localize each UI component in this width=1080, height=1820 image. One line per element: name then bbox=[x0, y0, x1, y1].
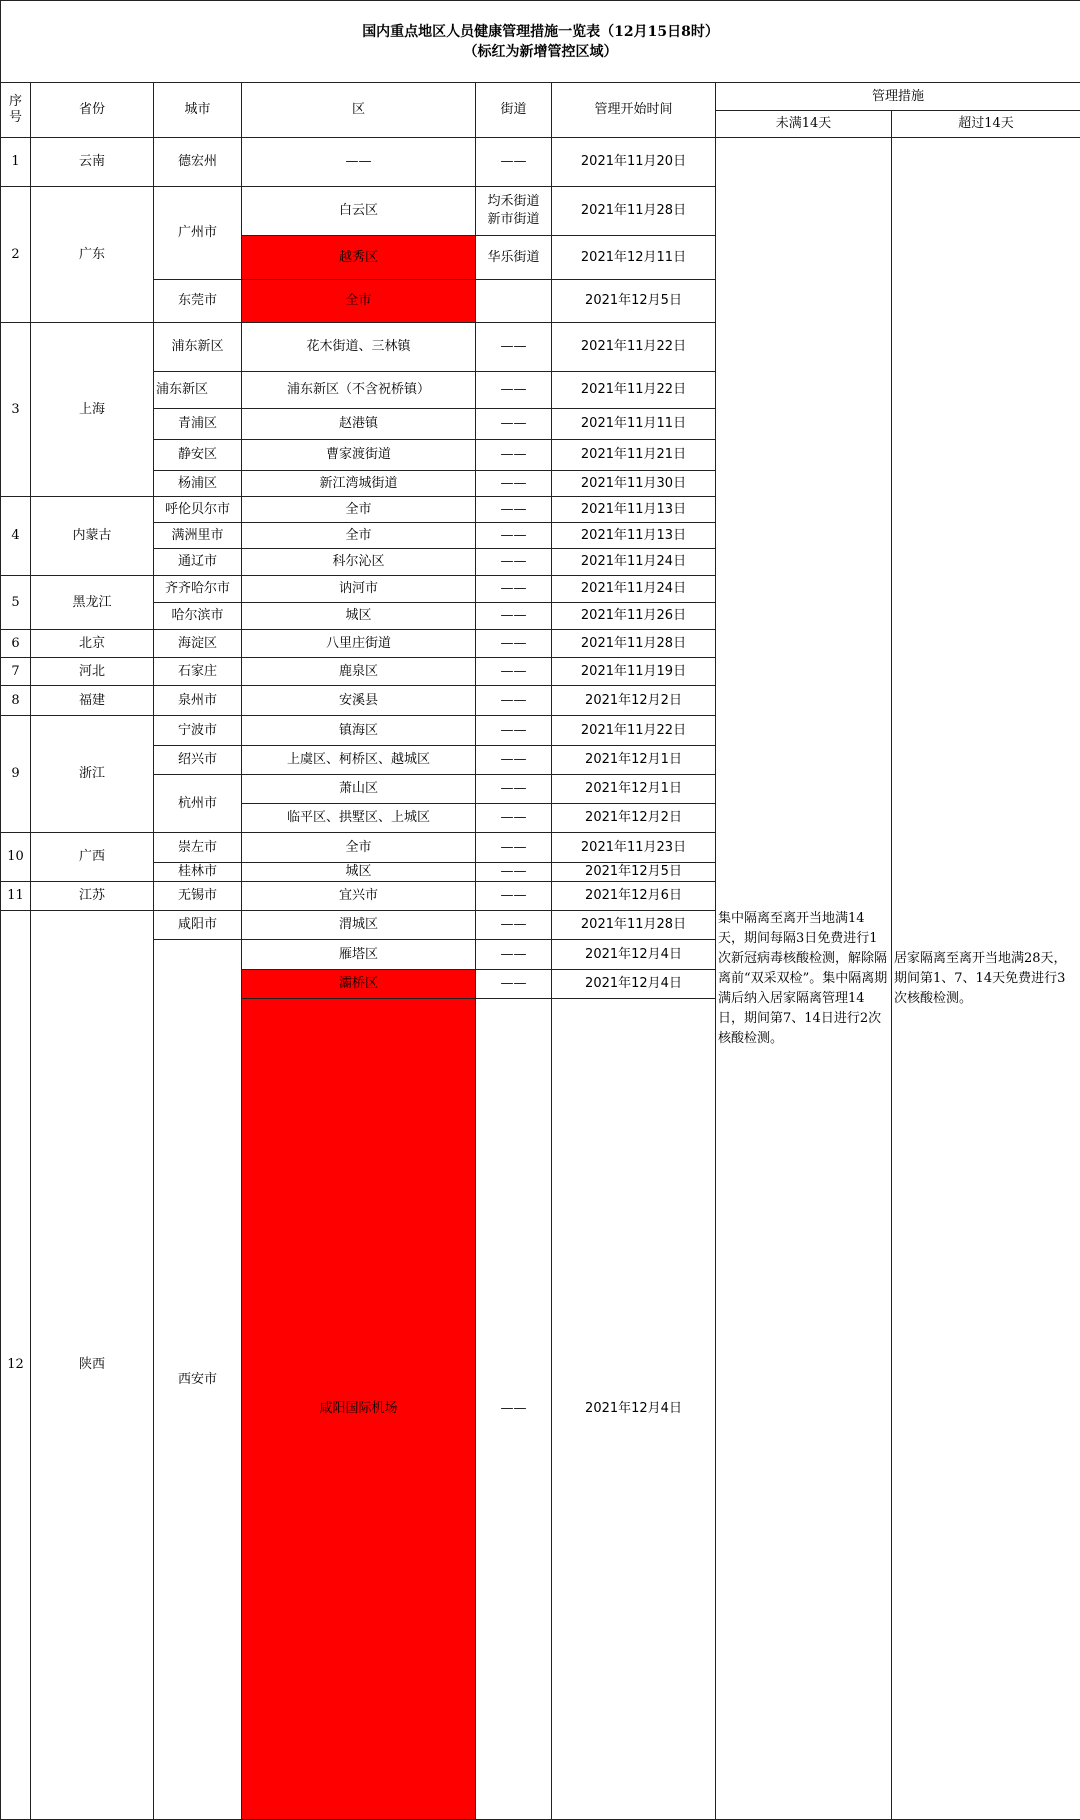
seq-cell: 12 bbox=[1, 911, 31, 1820]
city-cell: 石家庄 bbox=[154, 658, 242, 686]
seq-cell: 8 bbox=[1, 686, 31, 716]
province-cell: 北京 bbox=[31, 630, 154, 658]
date-cell: 2021年12月4日 bbox=[552, 940, 716, 970]
district-cell: 城区 bbox=[242, 603, 476, 630]
title-line-1: 国内重点地区人员健康管理措施一览表（12月15日8时） bbox=[3, 22, 1078, 42]
district-cell: 新江湾城街道 bbox=[242, 471, 476, 497]
district-cell: 宜兴市 bbox=[242, 882, 476, 911]
district-cell: 赵港镇 bbox=[242, 409, 476, 440]
city-cell: 通辽市 bbox=[154, 549, 242, 576]
street-cell: —— bbox=[476, 775, 552, 804]
street-cell: —— bbox=[476, 863, 552, 882]
seq-cell: 5 bbox=[1, 576, 31, 630]
street-cell: —— bbox=[476, 138, 552, 187]
date-cell: 2021年11月24日 bbox=[552, 549, 716, 576]
date-cell: 2021年11月11日 bbox=[552, 409, 716, 440]
city-cell: 桂林市 bbox=[154, 863, 242, 882]
district-cell: 萧山区 bbox=[242, 775, 476, 804]
date-cell: 2021年12月11日 bbox=[552, 236, 716, 280]
measure-over-14-days: 居家隔离至离开当地满28天，期间第1、7、14天免费进行3次核酸检测。 bbox=[892, 138, 1080, 1820]
date-cell: 2021年12月4日 bbox=[552, 999, 716, 1820]
seq-cell: 11 bbox=[1, 882, 31, 911]
province-cell: 浙江 bbox=[31, 716, 154, 833]
city-cell: 西安市 bbox=[154, 940, 242, 1820]
district-cell: 全市 bbox=[242, 497, 476, 523]
date-cell: 2021年11月22日 bbox=[552, 372, 716, 409]
district-cell: 雁塔区 bbox=[242, 940, 476, 970]
city-cell: 浦东新区 bbox=[154, 323, 242, 372]
district-cell: 城区 bbox=[242, 863, 476, 882]
province-cell: 江苏 bbox=[31, 882, 154, 911]
header-under-14-days: 未满14天 bbox=[716, 111, 892, 138]
province-cell: 广东 bbox=[31, 187, 154, 323]
date-cell: 2021年12月5日 bbox=[552, 280, 716, 323]
district-cell: 鹿泉区 bbox=[242, 658, 476, 686]
date-cell: 2021年11月13日 bbox=[552, 523, 716, 549]
measure-under-14-days: 集中隔离至离开当地满14天，期间每隔3日免费进行1次新冠病毒核酸检测，解除隔离前“双采双检”。集中隔离期满后纳入居家隔离管理14日，期间第7、14日进行2次核酸检测。 bbox=[716, 138, 892, 1820]
header-start-time: 管理开始时间 bbox=[552, 83, 716, 138]
street-cell: —— bbox=[476, 746, 552, 775]
city-cell: 杨浦区 bbox=[154, 471, 242, 497]
street-cell: —— bbox=[476, 940, 552, 970]
street-cell: —— bbox=[476, 716, 552, 746]
district-cell: 讷河市 bbox=[242, 576, 476, 603]
date-cell: 2021年11月22日 bbox=[552, 716, 716, 746]
street-cell: —— bbox=[476, 686, 552, 716]
city-cell: 咸阳市 bbox=[154, 911, 242, 940]
street-cell: —— bbox=[476, 658, 552, 686]
street-cell bbox=[476, 280, 552, 323]
street-cell: 华乐街道 bbox=[476, 236, 552, 280]
date-cell: 2021年11月26日 bbox=[552, 603, 716, 630]
seq-cell: 10 bbox=[1, 833, 31, 882]
city-cell: 海淀区 bbox=[154, 630, 242, 658]
district-cell-new: 灞桥区 bbox=[242, 970, 476, 999]
seq-cell: 1 bbox=[1, 138, 31, 187]
city-cell: 广州市 bbox=[154, 187, 242, 280]
province-cell: 河北 bbox=[31, 658, 154, 686]
header-district: 区 bbox=[242, 83, 476, 138]
date-cell: 2021年11月30日 bbox=[552, 471, 716, 497]
district-cell-new: 越秀区 bbox=[242, 236, 476, 280]
city-cell: 绍兴市 bbox=[154, 746, 242, 775]
street-cell: —— bbox=[476, 409, 552, 440]
street-cell: —— bbox=[476, 372, 552, 409]
district-cell: 上虞区、柯桥区、越城区 bbox=[242, 746, 476, 775]
header-seq: 序号 bbox=[1, 83, 31, 138]
city-cell: 德宏州 bbox=[154, 138, 242, 187]
district-cell: 临平区、拱墅区、上城区 bbox=[242, 804, 476, 833]
district-cell-new: 咸阳国际机场 bbox=[242, 999, 476, 1820]
street-cell: —— bbox=[476, 833, 552, 863]
city-cell: 齐齐哈尔市 bbox=[154, 576, 242, 603]
table-title bbox=[1, 1, 1080, 83]
date-cell: 2021年11月19日 bbox=[552, 658, 716, 686]
district-cell: 八里庄街道 bbox=[242, 630, 476, 658]
province-cell: 内蒙古 bbox=[31, 497, 154, 576]
street-cell: —— bbox=[476, 576, 552, 603]
district-cell: 镇海区 bbox=[242, 716, 476, 746]
district-cell: 渭城区 bbox=[242, 911, 476, 940]
street-cell: —— bbox=[476, 999, 552, 1820]
header-measures: 管理措施 bbox=[716, 83, 1080, 111]
seq-cell: 2 bbox=[1, 187, 31, 323]
district-cell: 科尔沁区 bbox=[242, 549, 476, 576]
city-cell: 东莞市 bbox=[154, 280, 242, 323]
seq-cell: 4 bbox=[1, 497, 31, 576]
street-cell: —— bbox=[476, 911, 552, 940]
street-cell: —— bbox=[476, 882, 552, 911]
date-cell: 2021年11月28日 bbox=[552, 911, 716, 940]
street-cell: —— bbox=[476, 523, 552, 549]
district-cell: 浦东新区（不含祝桥镇） bbox=[242, 372, 476, 409]
district-cell: 花木街道、三林镇 bbox=[242, 323, 476, 372]
district-cell: 安溪县 bbox=[242, 686, 476, 716]
city-cell: 呼伦贝尔市 bbox=[154, 497, 242, 523]
header-over-14-days: 超过14天 bbox=[892, 111, 1080, 138]
district-cell-new: 全市 bbox=[242, 280, 476, 323]
province-cell: 云南 bbox=[31, 138, 154, 187]
date-cell: 2021年12月2日 bbox=[552, 804, 716, 833]
province-cell: 黑龙江 bbox=[31, 576, 154, 630]
district-cell: 曹家渡街道 bbox=[242, 440, 476, 471]
district-cell: 白云区 bbox=[242, 187, 476, 236]
street-cell: —— bbox=[476, 497, 552, 523]
street-cell: —— bbox=[476, 440, 552, 471]
header-province: 省份 bbox=[31, 83, 154, 138]
city-cell: 青浦区 bbox=[154, 409, 242, 440]
street-cell: —— bbox=[476, 323, 552, 372]
district-cell: —— bbox=[242, 138, 476, 187]
date-cell: 2021年12月6日 bbox=[552, 882, 716, 911]
street-cell: —— bbox=[476, 970, 552, 999]
city-cell: 崇左市 bbox=[154, 833, 242, 863]
seq-cell: 9 bbox=[1, 716, 31, 833]
city-cell: 宁波市 bbox=[154, 716, 242, 746]
seq-cell: 3 bbox=[1, 323, 31, 497]
district-cell: 全市 bbox=[242, 833, 476, 863]
date-cell: 2021年12月1日 bbox=[552, 775, 716, 804]
date-cell: 2021年11月23日 bbox=[552, 833, 716, 863]
date-cell: 2021年11月20日 bbox=[552, 138, 716, 187]
city-cell: 杭州市 bbox=[154, 775, 242, 833]
date-cell: 2021年12月2日 bbox=[552, 686, 716, 716]
date-cell: 2021年11月13日 bbox=[552, 497, 716, 523]
table-row bbox=[1, 138, 1080, 187]
district-cell: 全市 bbox=[242, 523, 476, 549]
seq-cell: 7 bbox=[1, 658, 31, 686]
date-cell: 2021年11月28日 bbox=[552, 187, 716, 236]
province-cell: 上海 bbox=[31, 323, 154, 497]
date-cell: 2021年12月4日 bbox=[552, 970, 716, 999]
date-cell: 2021年12月1日 bbox=[552, 746, 716, 775]
header-street: 街道 bbox=[476, 83, 552, 138]
city-cell: 泉州市 bbox=[154, 686, 242, 716]
province-cell: 福建 bbox=[31, 686, 154, 716]
city-cell: 满洲里市 bbox=[154, 523, 242, 549]
date-cell: 2021年11月24日 bbox=[552, 576, 716, 603]
date-cell: 2021年11月21日 bbox=[552, 440, 716, 471]
date-cell: 2021年11月28日 bbox=[552, 630, 716, 658]
street-cell: 均禾街道 新市街道 bbox=[476, 187, 552, 236]
header-city: 城市 bbox=[154, 83, 242, 138]
street-cell: —— bbox=[476, 804, 552, 833]
street-cell: —— bbox=[476, 471, 552, 497]
date-cell: 2021年12月5日 bbox=[552, 863, 716, 882]
province-cell: 陕西 bbox=[31, 911, 154, 1820]
province-cell: 广西 bbox=[31, 833, 154, 882]
city-cell: 浦东新区 bbox=[154, 372, 242, 409]
street-cell: —— bbox=[476, 630, 552, 658]
street-cell: —— bbox=[476, 603, 552, 630]
title-line-2: （标红为新增管控区域） bbox=[3, 42, 1078, 62]
date-cell: 2021年11月22日 bbox=[552, 323, 716, 372]
street-cell: —— bbox=[476, 549, 552, 576]
city-cell: 无锡市 bbox=[154, 882, 242, 911]
city-cell: 哈尔滨市 bbox=[154, 603, 242, 630]
city-cell: 静安区 bbox=[154, 440, 242, 471]
seq-cell: 6 bbox=[1, 630, 31, 658]
